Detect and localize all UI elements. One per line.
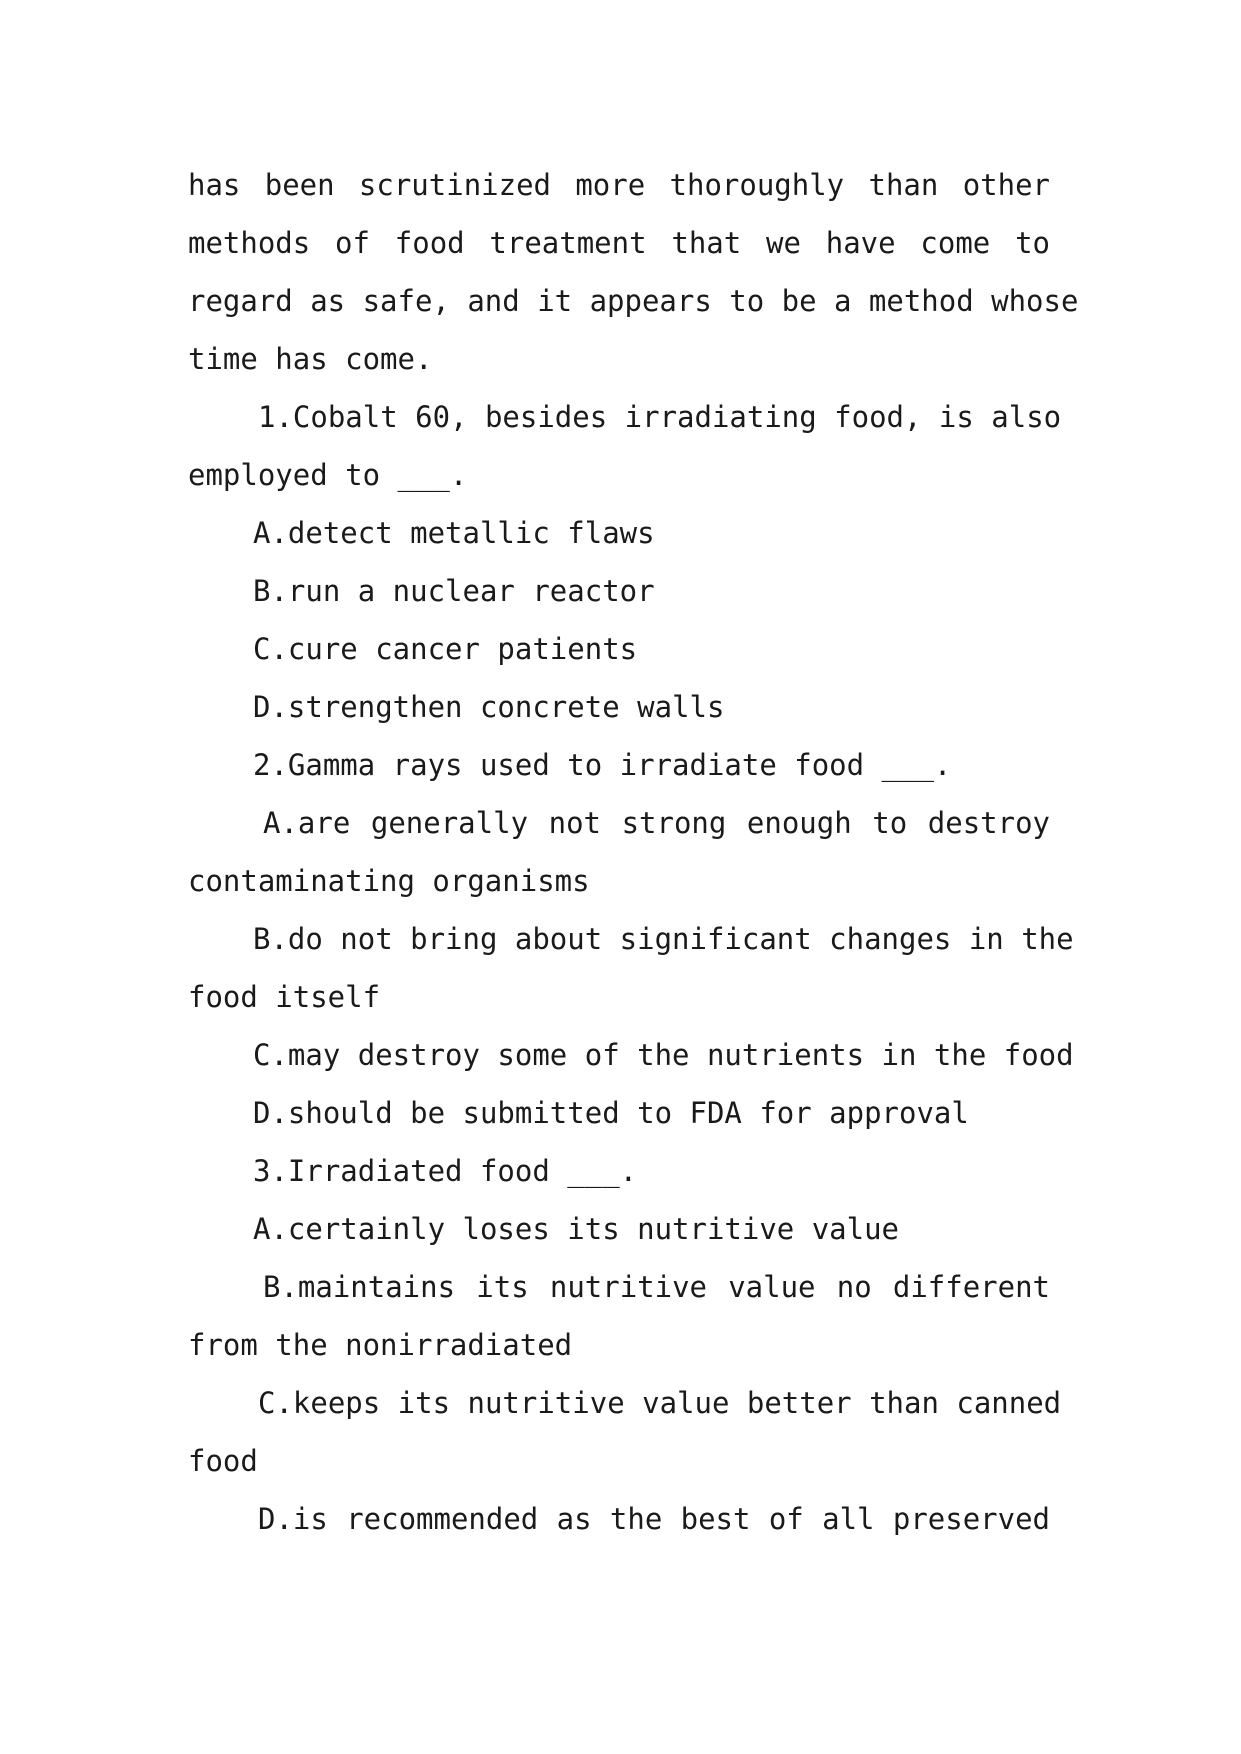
document-page xyxy=(188,156,1079,1548)
question-2-option-a-cont: contaminating organisms xyxy=(188,864,590,898)
question-3-option-c: C.keeps its nutritive value better than canned xyxy=(258,1386,1062,1420)
question-2-option-d: D.should be submitted to FDA for approval xyxy=(253,1096,969,1130)
question-1-option-a: A.detect metallic flaws xyxy=(253,516,655,550)
question-2-stem: 2.Gamma rays used to irradiate food ___. xyxy=(253,748,952,782)
passage-line: has been scrutinized more thoroughly than other xyxy=(188,168,1050,202)
question-2-option-c: C.may destroy some of the nutrients in the food xyxy=(253,1038,1074,1072)
question-3-option-a: A.certainly loses its nutritive value xyxy=(253,1212,900,1246)
question-3-option-b-cont: from the nonirradiated xyxy=(188,1328,573,1362)
question-3-stem: 3.Irradiated food ___. xyxy=(253,1154,638,1188)
passage-line: time has come. xyxy=(188,342,433,376)
question-1-stem: 1.Cobalt 60, besides irradiating food, is also xyxy=(258,400,1062,434)
question-2-option-b: B.do not bring about significant changes in the xyxy=(253,922,1074,956)
question-1-option-d: D.strengthen concrete walls xyxy=(253,690,725,724)
question-3-option-c-cont: food xyxy=(188,1444,258,1478)
passage-line: methods of food treatment that we have come to xyxy=(188,226,1050,260)
question-2-option-a: A.are generally not strong enough to destroy xyxy=(263,806,1050,840)
question-1-stem-cont: employed to ___. xyxy=(188,458,468,492)
passage-line: regard as safe, and it appears to be a method whose xyxy=(188,284,1079,318)
question-1-option-c: C.cure cancer patients xyxy=(253,632,638,666)
question-3-option-b: B.maintains its nutritive value no different xyxy=(263,1270,1050,1304)
question-1-option-b: B.run a nuclear reactor xyxy=(253,574,655,608)
question-3-option-d: D.is recommended as the best of all preserved xyxy=(258,1502,1050,1536)
question-2-option-b-cont: food itself xyxy=(188,980,381,1014)
